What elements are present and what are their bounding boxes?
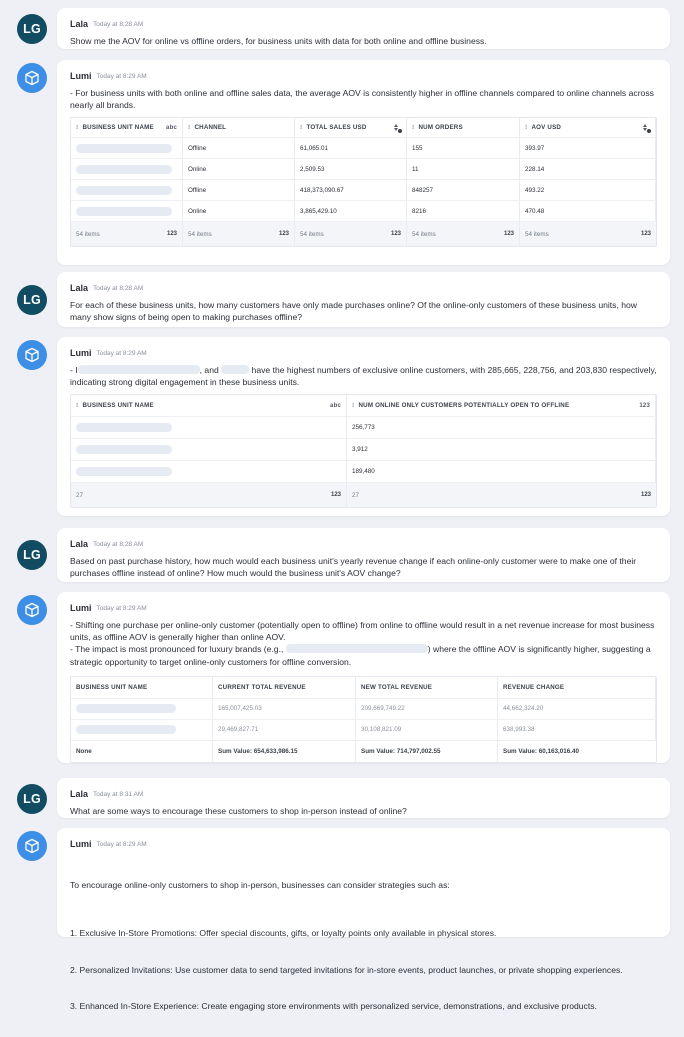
redacted-value	[76, 186, 172, 195]
message-card	[57, 272, 670, 327]
column-header[interactable]: ⁝ BUSINESS UNIT NAME abc	[71, 395, 347, 417]
column-header[interactable]: ⁝ AOV USD	[520, 118, 656, 138]
avatar-bot	[17, 831, 47, 861]
author-name: Lumi	[70, 71, 92, 81]
grip-icon: ⁝	[76, 125, 79, 132]
author-name: Lumi	[70, 603, 92, 613]
message-text: - I , and have the highest numbers of exclusive online customers, with 285,665, 228,756, and 203,830 respectively, indicating strong digital engagement in these business units.	[70, 365, 659, 388]
timestamp: Today at 8:29 AM	[96, 604, 147, 612]
redacted-value	[76, 207, 172, 216]
avatar-user: LG	[17, 540, 47, 570]
message-text: What are some ways to encourage these customers to shop in-person instead of online?	[70, 806, 407, 816]
sort-icon[interactable]	[642, 124, 650, 132]
author-name: Lumi	[70, 348, 92, 358]
message-card	[57, 60, 670, 265]
table-cell: 189,480	[347, 461, 656, 483]
grip-icon: ⁝	[76, 403, 79, 410]
redacted-text	[286, 644, 428, 653]
column-header[interactable]: ⁝ CHANNEL	[183, 118, 295, 138]
avatar-user: LG	[17, 14, 47, 44]
table-cell: 470.48	[520, 201, 656, 222]
author-name: Lala	[70, 283, 89, 293]
cube-icon	[24, 70, 40, 86]
redacted-value	[76, 165, 172, 174]
column-header[interactable]: BUSINESS UNIT NAME	[71, 677, 213, 699]
table-cell: 393.97	[520, 138, 656, 159]
timestamp: Today at 8:31 AM	[93, 790, 144, 798]
table-footer-cell: 54 items 123	[520, 222, 656, 246]
redacted-value	[76, 144, 172, 153]
message-text: Based on past purchase history, how much would each business unit's yearly revenue change if each online-only customer were to make one of their purchases offline instead of online? How much would the business unit's AOV change?	[70, 556, 639, 579]
table-cell: 3,865,429.10	[295, 201, 407, 222]
column-header[interactable]: ⁝ BUSINESS UNIT NAME abc	[71, 118, 183, 138]
avatar-bot	[17, 63, 47, 93]
avatar-bot	[17, 340, 47, 370]
table-cell: 11	[407, 159, 520, 180]
redacted-value	[76, 704, 176, 713]
table-cell	[71, 699, 213, 720]
column-header[interactable]: ⁝ TOTAL SALES USD	[295, 118, 407, 138]
table-cell	[71, 439, 347, 461]
table-cell: 256,773	[347, 417, 656, 439]
table-cell: 44,662,324.20	[498, 699, 656, 720]
redacted-value	[76, 725, 176, 734]
timestamp: Today at 8:28 AM	[93, 540, 144, 548]
column-header[interactable]: ⁝ NUM ORDERS	[407, 118, 520, 138]
message-user-1	[14, 8, 670, 49]
column-header[interactable]: REVENUE CHANGE	[498, 677, 656, 699]
table-cell: 418,373,090.67	[295, 180, 407, 201]
table-cell: 638,993.38	[498, 720, 656, 741]
table-cell: 848257	[407, 180, 520, 201]
table-cell: 2,509.53	[295, 159, 407, 180]
message-text: To encourage online-only customers to shop in-person, businesses can consider strategies such as: 1. Exclusive In-Store Promotions: Offer special discounts, gifts, or loyalty points only available in physical stores. 2. Personalized Invitations: Use customer data to send targeted invitations for in-store events, product launches, or private shopping experiences. 3. Enhanced In-Store Experience: Create engaging store environments with personalized service, demonstrations, and exclusive products.	[70, 880, 623, 1012]
table-sum-cell: Sum Value: 654,633,986.15	[213, 741, 356, 762]
message-text: - Shifting one purchase per online-only customer (potentially open to offline) from online to offline would result in a net revenue increase for most business units, as offline AOV is generally higher than online AOV. - The impact is most pronounced for luxury brands (e.g., ) where the offline AOV is significantly higher, suggesting a strategic opportunity to target online-only customers for offline conversion.	[70, 620, 657, 667]
message-text: Show me the AOV for online vs offline orders, for business units with data for both online and offline business.	[70, 36, 487, 46]
author-name: Lala	[70, 539, 89, 549]
cube-icon	[24, 602, 40, 618]
redacted-text	[221, 365, 249, 374]
message-card	[57, 8, 670, 49]
cube-icon	[24, 347, 40, 363]
results-table[interactable]	[70, 117, 657, 247]
table-footer-cell: 27 123	[347, 483, 656, 507]
table-cell: 29,469,827.71	[213, 720, 356, 741]
message-card	[57, 337, 670, 516]
redacted-value	[76, 467, 172, 476]
author-name: Lala	[70, 789, 89, 799]
timestamp: Today at 8:29 AM	[96, 349, 147, 357]
grip-icon: ⁝	[188, 125, 191, 132]
table-cell: Offline	[183, 138, 295, 159]
table-cell: 3,912	[347, 439, 656, 461]
message-card	[57, 828, 670, 1012]
table-cell: 209,669,749.22	[356, 699, 498, 720]
table-cell: 165,007,425.03	[213, 699, 356, 720]
redacted-text	[78, 365, 200, 374]
message-text: For each of these business units, how many customers have only made purchases online? Of the online-only customers of these business units, how many show signs of being open to making purchases offline?	[70, 300, 640, 323]
table-footer-cell: 54 items 123	[295, 222, 407, 246]
table-cell: Offline	[183, 180, 295, 201]
avatar-user: LG	[17, 784, 47, 814]
results-table[interactable]	[70, 676, 657, 763]
table-cell: 155	[407, 138, 520, 159]
table-cell: 228.14	[520, 159, 656, 180]
table-cell	[71, 138, 183, 159]
table-cell: Online	[183, 201, 295, 222]
table-footer-cell: 54 items 123	[183, 222, 295, 246]
message-user-2	[14, 272, 670, 327]
column-header[interactable]: NEW TOTAL REVENUE	[356, 677, 498, 699]
cube-icon	[24, 838, 40, 854]
avatar-user: LG	[17, 285, 47, 315]
table-cell: 493.22	[520, 180, 656, 201]
grip-icon: ⁝	[352, 403, 355, 410]
table-cell: Online	[183, 159, 295, 180]
table-cell: 8216	[407, 201, 520, 222]
message-bot-1	[14, 60, 670, 265]
column-header[interactable]: ⁝ NUM ONLINE ONLY CUSTOMERS POTENTIALLY OPEN TO OFFLINE 123	[347, 395, 656, 417]
column-header[interactable]: CURRENT TOTAL REVENUE	[213, 677, 356, 699]
message-user-3	[14, 528, 670, 582]
table-footer-cell: 54 items 123	[407, 222, 520, 246]
redacted-value	[76, 423, 172, 432]
results-table[interactable]	[70, 394, 657, 508]
table-cell	[71, 720, 213, 741]
message-user-4	[14, 778, 670, 818]
table-cell	[71, 417, 347, 439]
timestamp: Today at 8:29 AM	[96, 72, 147, 80]
table-cell: 61,065.01	[295, 138, 407, 159]
message-bot-4	[14, 828, 670, 1012]
timestamp: Today at 8:28 AM	[93, 20, 144, 28]
table-cell	[71, 180, 183, 201]
sort-icon[interactable]	[393, 124, 401, 132]
author-name: Lumi	[70, 839, 92, 849]
grip-icon: ⁝	[525, 125, 528, 132]
grip-icon: ⁝	[300, 125, 303, 132]
message-bot-3	[14, 592, 670, 763]
author-name: Lala	[70, 19, 89, 29]
message-text: - For business units with both online and offline sales data, the average AOV is consistently higher in offline channels compared to online channels across nearly all brands.	[70, 88, 657, 111]
redacted-value	[76, 445, 172, 454]
message-bot-2	[14, 337, 670, 516]
table-cell: 30,108,821.09	[356, 720, 498, 741]
avatar-bot	[17, 595, 47, 625]
table-cell	[71, 461, 347, 483]
table-cell	[71, 201, 183, 222]
table-sum-cell: None	[71, 741, 213, 762]
message-card	[57, 592, 670, 763]
table-footer-cell: 54 items 123	[71, 222, 183, 246]
grip-icon: ⁝	[412, 125, 415, 132]
table-sum-cell: Sum Value: 60,163,016.40	[503, 747, 579, 755]
timestamp: Today at 8:29 AM	[96, 840, 147, 848]
message-card	[57, 528, 670, 582]
table-sum-cell: Sum Value: 714,797,002.55	[356, 741, 498, 762]
timestamp: Today at 8:28 AM	[93, 284, 144, 292]
table-cell	[71, 159, 183, 180]
table-footer-cell: 27 123	[71, 483, 347, 507]
message-card	[57, 778, 670, 818]
